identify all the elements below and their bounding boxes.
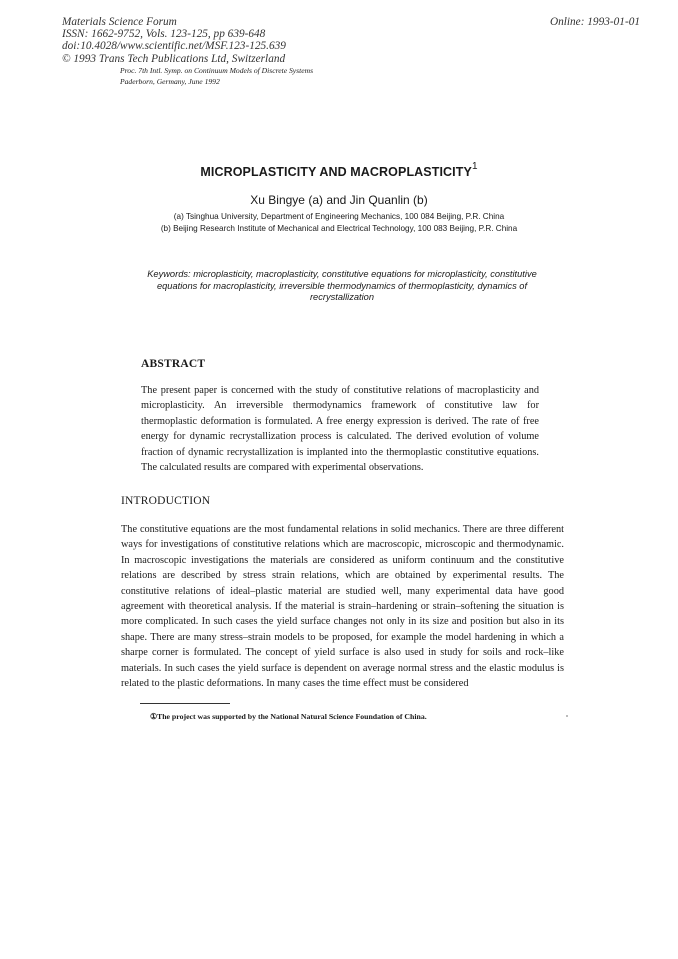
footnote-rule bbox=[140, 703, 230, 704]
copyright-line: © 1993 Trans Tech Publications Ltd, Switzerland bbox=[62, 52, 286, 65]
doi-line[interactable]: doi:10.4028/www.scientific.net/MSF.123-125.639 bbox=[62, 40, 286, 53]
paper-title-text: MICROPLASTICITY AND MACROPLASTICITY bbox=[200, 165, 472, 180]
authors: Xu Bingye (a) and Jin Quanlin (b) bbox=[250, 193, 428, 207]
proceedings-line-2: Paderborn, Germany, June 1992 bbox=[120, 76, 220, 86]
affiliation-a: (a) Tsinghua University, Department of Engineering Mechanics, 100 084 Beijing, P.R. China bbox=[173, 212, 505, 221]
proceedings-line-1: Proc. 7th Intl. Symp. on Continuum Models of Discrete Systems bbox=[120, 66, 314, 75]
keywords: Keywords: microplasticity, macroplasticity, constitutive equations for microplasticity, constitutive equations for macroplasticity, irreversible thermodynamics of thermoplasticity, dynamics of recrystallization bbox=[147, 269, 537, 302]
abstract-text: The present paper is concerned with the study of constitutive relations of macroplasticity and microplasticity. An irreversible thermodynamics framework of constitutive law for thermoplastic deformation is formulated. A free energy expression is derived. The rate of free energy for dynamic recrystallization process is calculated. The derived evolution of volume fraction of dynamic recrystallization is implanted into the thermoplastic constitutive equations. The calculated results are compared with experimental observations. bbox=[141, 385, 539, 474]
introduction-heading: INTRODUCTION bbox=[121, 495, 211, 507]
footnote: ①The project was supported by the National Natural Science Foundation of China. bbox=[150, 712, 427, 721]
title-footnote-marker[interactable]: 1 bbox=[471, 161, 478, 172]
paper-title bbox=[0, 163, 678, 179]
scan-speck bbox=[566, 715, 568, 717]
affiliations bbox=[0, 211, 678, 234]
proceedings-info bbox=[120, 66, 313, 87]
introduction-text: The constitutive equations are the most fundamental relations in solid mechanics. There are three different ways for investigations of constitutive relations which are macroscopic, microscopic and thermodynamic. In macroscopic investigations the materials are considered as uniform continuum and the constitutive relations are described by stress strain relations, which are obtained by experimental results. The constitutive relations of ideal–plastic material are studied well, many experimental data have good agreement with theoretical analysis. If the material is strain–hardening or strain–softening the situation is more complicated. In such cases the yield surface changes not only in its size and position but also in its shape. There are many stress–strain models to be proposed, for example the model hardening in which a sharpe corner is formulated. The concept of yield surface is also used in study for soils and rock–like materials. In such cases the yield surface is dependent on average normal stress and the elastic modulus is related to the plastic deformations. In many cases the time effect must be considered bbox=[121, 524, 564, 690]
journal-name: Materials Science Forum bbox=[62, 16, 177, 28]
issn-line: ISSN: 1662-9752, Vols. 123-125, pp 639-648 bbox=[62, 28, 266, 41]
journal-header bbox=[62, 16, 286, 65]
abstract-heading: ABSTRACT bbox=[141, 358, 206, 370]
online-date: Online: 1993-01-01 bbox=[549, 16, 640, 28]
affiliation-b: (b) Beijing Research Institute of Mechanical and Electrical Technology, 100 083 Beijing, P.R. China bbox=[160, 223, 518, 233]
